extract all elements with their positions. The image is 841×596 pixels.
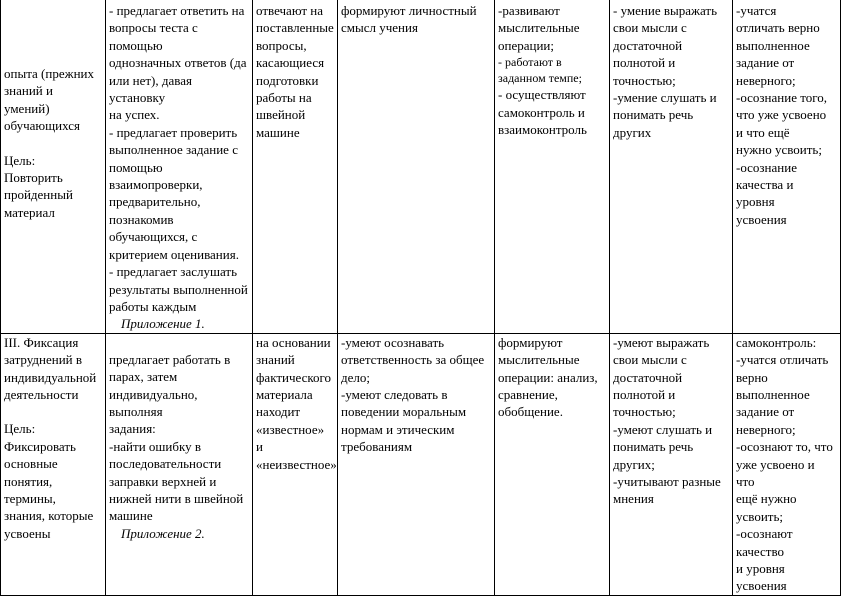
stage-line: деятельности [4,386,79,402]
regulative-line: неверного; [736,421,796,437]
regulative-line: ещё нужно [736,491,797,507]
student-line: «неизвестное» [256,456,337,472]
teacher-line: однозначных ответов (да [109,55,247,71]
regulative-line: -осознание того, [736,90,827,106]
teacher-line: критерием оценивания. [109,246,239,262]
regulative-line: -учатся [736,3,777,18]
teacher-line: помощью [109,159,163,175]
cognitive-line: самоконтроль и [498,104,585,120]
personal-line: ответственность за общее [341,352,485,368]
cognitive-line: - работают в [498,55,562,70]
appendix-reference: Приложение 1. [121,316,205,332]
student-activity-cell [253,0,338,333]
stage-line: затруднений в [4,352,83,368]
communicative-line: -учитывают разные [613,473,721,489]
cognitive-line: заданном темпе; [498,71,582,86]
student-line: работы на [256,90,312,106]
regulative-line: задание от [736,55,795,71]
table-row [1,0,841,333]
teacher-line: предлагает работать в [109,351,231,367]
teacher-line: выполненное задание с [109,142,238,158]
regulative-line: -учатся отличать [736,352,829,368]
student-line: материала [256,386,313,402]
communicative-line: других; [613,456,655,472]
stage-goal-label: Цель: [4,152,36,168]
stage-cell [1,0,106,333]
teacher-activity-cell [106,333,253,595]
teacher-line: парах, затем [109,369,178,385]
stage-title: III. Фиксация [4,334,79,350]
communicative-line: -умеют выражать [613,334,710,350]
stage-line: обучающихся [4,118,80,134]
student-activity-cell [253,333,338,595]
cognitive-line: формируют [498,334,563,350]
communicative-line: точностью; [613,404,676,420]
teacher-line: предварительно, [109,194,201,210]
regulative-line: усвоения [736,211,787,227]
regulative-line: выполненное [736,386,810,402]
cognitive-line: обобщение. [498,404,563,420]
regulative-line: уровня [736,194,775,210]
communicative-line: полнотой и [613,55,676,71]
cognitive-uud-cell [495,333,610,595]
communicative-line: достаточной [613,369,683,385]
regulative-line: -осознают качество [736,526,793,559]
regulative-line: нужно усвоить; [736,142,822,158]
personal-line: формируют личностный [341,3,477,18]
student-line: поставленные [256,20,334,36]
regulative-line: верно [736,369,768,385]
regulative-line: выполненное [736,37,810,53]
personal-line: смысл учения [341,20,418,36]
cognitive-line: операции: анализ, [498,369,598,385]
regulative-line: что уже усвоено [736,107,827,123]
stage-line: индивидуальной [4,369,97,385]
teacher-line: работы каждым [109,298,197,314]
communicative-line: полнотой и [613,386,676,402]
personal-uud-cell [338,0,495,333]
stage-line: пройденный [4,187,73,203]
regulative-line: -осознают то, что [736,439,833,455]
teacher-line: машине [109,508,153,524]
communicative-line: - умение выражать [613,3,718,18]
stage-cell [1,333,106,595]
regulative-line: уже усвоено и что [736,456,815,489]
student-line: машине [256,124,300,140]
appendix-reference: Приложение 2. [121,525,205,541]
cognitive-line: взаимоконтроль [498,122,587,138]
student-line: подготовки [256,72,319,88]
stage-line: понятия, [4,473,53,489]
communicative-uud-cell [610,0,733,333]
teacher-line: результаты выполненной [109,281,248,297]
teacher-line: нижней нити в швейной [109,490,244,506]
regulative-uud-cell [733,0,841,333]
teacher-line: обучающихся, с [109,229,198,245]
communicative-uud-cell [610,333,733,595]
teacher-line: задания: [109,421,156,437]
teacher-line: познакомив [109,211,174,227]
stage-line: знаний и [4,83,53,99]
communicative-line: точностью; [613,72,676,88]
regulative-line: качества и [736,177,794,193]
communicative-line: -умение слушать и [613,90,717,106]
student-line: отвечают на [256,3,324,18]
student-line: швейной [256,107,306,123]
communicative-line: -умеют слушать и [613,421,713,437]
stage-line: усвоены [4,525,51,541]
stage-line: умений) [4,100,50,116]
stage-goal-label: Цель: [4,421,36,437]
regulative-line: задание от [736,404,795,420]
stage-line: Фиксировать [4,438,76,454]
cognitive-line: операции; [498,37,554,53]
communicative-line: других [613,124,652,140]
cognitive-uud-cell [495,0,610,333]
personal-line: дело; [341,369,370,385]
communicative-line: понимать речь [613,439,694,455]
personal-line: поведении моральным [341,404,467,420]
teacher-line: - предлагает ответить на [109,3,245,18]
communicative-line: свои мысли с [613,352,687,368]
teacher-line: индивидуально, выполняя [109,386,198,419]
teacher-line: взаимопроверки, [109,177,203,193]
teacher-line: на успех. [109,107,160,123]
student-line: фактического [256,369,332,385]
communicative-line: понимать речь [613,107,694,123]
student-line: находит [256,404,301,420]
stage-line: знания, которые [4,508,94,524]
regulative-uud-cell [733,333,841,595]
student-line: знаний [256,352,295,368]
student-line: «известное» и [256,421,325,455]
regulative-line: отличать верно [736,20,820,36]
cognitive-line: - осуществляют [498,87,586,103]
teacher-line: или нет), давая установку [109,72,192,106]
teacher-line: - предлагает заслушать [109,264,238,280]
stage-line: термины, [4,490,56,506]
student-line: касающиеся [256,55,325,71]
stage-line: материал [4,204,55,220]
stage-line: Повторить [4,170,63,186]
communicative-line: мнения [613,491,654,507]
regulative-line: усвоить; [736,508,783,524]
cognitive-line: -развивают [498,3,560,18]
student-line: вопросы, [256,37,307,53]
student-line: на основании [256,334,331,350]
teacher-line: последовательности [109,456,222,472]
cognitive-line: сравнение, [498,386,558,402]
teacher-activity-cell [106,0,253,333]
stage-line: опыта (прежних [4,66,95,81]
personal-line: нормам и этическим [341,421,455,437]
cognitive-line: мыслительные [498,20,580,36]
personal-uud-cell [338,333,495,595]
personal-line: -умеют осознавать [341,334,445,350]
teacher-line: заправки верхней и [109,473,217,489]
personal-line: требованиям [341,439,413,455]
cognitive-line: мыслительные [498,352,580,368]
regulative-line: и что ещё [736,124,790,140]
teacher-line: - предлагает проверить [109,124,238,140]
personal-line: -умеют следовать в [341,386,448,402]
regulative-line: самоконтроль: [736,334,817,350]
table-row [1,333,841,595]
regulative-line: неверного; [736,72,796,88]
communicative-line: достаточной [613,37,683,53]
communicative-line: свои мысли с [613,20,687,36]
stage-line: основные [4,456,58,472]
teacher-line: -найти ошибку в [109,438,202,454]
regulative-line: и уровня усвоения [736,561,787,594]
regulative-line: -осознание [736,159,797,175]
teacher-line: вопросы теста с помощью [109,20,198,53]
